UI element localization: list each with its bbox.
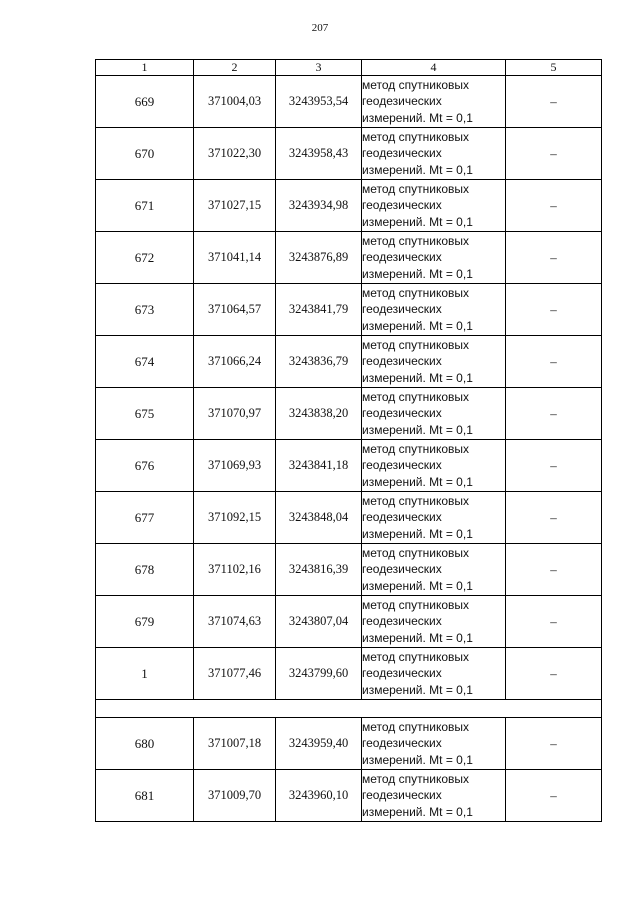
method-cell (362, 180, 506, 232)
method-line: метод спутниковых (362, 129, 470, 144)
x-coordinate-cell: 371041,14 (194, 232, 276, 284)
note-cell: – (506, 718, 602, 770)
x-coordinate-cell: 371069,93 (194, 440, 276, 492)
note-cell: – (506, 284, 602, 336)
x-coordinate-cell: 371070,97 (194, 388, 276, 440)
separator-row (96, 700, 602, 718)
y-coordinate-cell: 3243816,39 (276, 544, 362, 596)
point-number-cell: 671 (96, 180, 194, 232)
note-cell: – (506, 492, 602, 544)
method-line: геодезических (362, 562, 442, 577)
x-coordinate-cell: 371077,46 (194, 648, 276, 700)
method-line: геодезических (362, 94, 442, 109)
method-line: измерений. Mt = 0,1 (362, 370, 473, 385)
point-number-cell: 681 (96, 770, 194, 822)
x-coordinate-cell: 371066,24 (194, 336, 276, 388)
note-cell: – (506, 388, 602, 440)
page-number: 207 (311, 22, 329, 34)
method-line: измерений. Mt = 0,1 (362, 474, 473, 489)
note-cell: – (506, 648, 602, 700)
method-line: геодезических (362, 614, 442, 629)
x-coordinate-cell: 371009,70 (194, 770, 276, 822)
table-row (96, 440, 602, 492)
note-cell: – (506, 770, 602, 822)
method-line: измерений. Mt = 0,1 (362, 162, 473, 177)
column-header-5: 5 (506, 60, 602, 76)
point-number-cell: 1 (96, 648, 194, 700)
point-number-cell: 675 (96, 388, 194, 440)
method-line: измерений. Mt = 0,1 (362, 752, 473, 767)
method-line: геодезических (362, 736, 442, 751)
table-row (96, 76, 602, 128)
method-line: измерений. Mt = 0,1 (362, 526, 473, 541)
point-number-cell: 678 (96, 544, 194, 596)
y-coordinate-cell: 3243934,98 (276, 180, 362, 232)
y-coordinate-cell: 3243799,60 (276, 648, 362, 700)
method-line: метод спутниковых (362, 771, 470, 786)
note-cell: – (506, 596, 602, 648)
method-line: метод спутниковых (362, 337, 470, 352)
y-coordinate-cell: 3243841,79 (276, 284, 362, 336)
y-coordinate-cell: 3243807,04 (276, 596, 362, 648)
point-number-cell: 676 (96, 440, 194, 492)
method-cell (362, 232, 506, 284)
method-line: метод спутниковых (362, 719, 470, 734)
point-number-cell: 679 (96, 596, 194, 648)
column-header-1: 1 (96, 60, 194, 76)
coordinates-table (95, 59, 602, 822)
x-coordinate-cell: 371027,15 (194, 180, 276, 232)
point-number-cell: 669 (96, 76, 194, 128)
point-number-cell: 674 (96, 336, 194, 388)
table-row (96, 388, 602, 440)
method-line: геодезических (362, 146, 442, 161)
method-line: измерений. Mt = 0,1 (362, 804, 473, 819)
method-line: геодезических (362, 250, 442, 265)
y-coordinate-cell: 3243953,54 (276, 76, 362, 128)
method-cell (362, 770, 506, 822)
method-line: метод спутниковых (362, 233, 470, 248)
x-coordinate-cell: 371092,15 (194, 492, 276, 544)
y-coordinate-cell: 3243959,40 (276, 718, 362, 770)
method-line: метод спутниковых (362, 441, 470, 456)
x-coordinate-cell: 371102,16 (194, 544, 276, 596)
y-coordinate-cell: 3243848,04 (276, 492, 362, 544)
table-body (96, 76, 602, 822)
point-number-cell: 672 (96, 232, 194, 284)
method-cell (362, 336, 506, 388)
method-cell (362, 388, 506, 440)
note-cell: – (506, 232, 602, 284)
table-row (96, 492, 602, 544)
method-line: геодезических (362, 510, 442, 525)
method-line: измерений. Mt = 0,1 (362, 682, 473, 697)
x-coordinate-cell: 371007,18 (194, 718, 276, 770)
method-line: геодезических (362, 788, 442, 803)
x-coordinate-cell: 371022,30 (194, 128, 276, 180)
method-line: геодезических (362, 354, 442, 369)
method-line: метод спутниковых (362, 597, 470, 612)
table-row (96, 544, 602, 596)
method-cell (362, 440, 506, 492)
x-coordinate-cell: 371004,03 (194, 76, 276, 128)
y-coordinate-cell: 3243836,79 (276, 336, 362, 388)
point-number-cell: 670 (96, 128, 194, 180)
table-row (96, 232, 602, 284)
method-line: измерений. Mt = 0,1 (362, 630, 473, 645)
method-line: геодезических (362, 198, 442, 213)
table-row (96, 180, 602, 232)
method-line: измерений. Mt = 0,1 (362, 422, 473, 437)
method-line: метод спутниковых (362, 389, 470, 404)
method-cell (362, 596, 506, 648)
note-cell: – (506, 180, 602, 232)
method-line: метод спутниковых (362, 77, 470, 92)
method-line: геодезических (362, 458, 442, 473)
table-row (96, 128, 602, 180)
y-coordinate-cell: 3243960,10 (276, 770, 362, 822)
y-coordinate-cell: 3243876,89 (276, 232, 362, 284)
point-number-cell: 677 (96, 492, 194, 544)
method-line: геодезических (362, 666, 442, 681)
column-header-2: 2 (194, 60, 276, 76)
method-cell (362, 76, 506, 128)
method-line: метод спутниковых (362, 545, 470, 560)
method-cell (362, 648, 506, 700)
table-row (96, 336, 602, 388)
table-row (96, 648, 602, 700)
point-number-cell: 673 (96, 284, 194, 336)
method-line: метод спутниковых (362, 285, 470, 300)
method-cell (362, 284, 506, 336)
method-cell (362, 718, 506, 770)
method-line: метод спутниковых (362, 181, 470, 196)
y-coordinate-cell: 3243838,20 (276, 388, 362, 440)
separator-cell (96, 700, 602, 718)
method-line: метод спутниковых (362, 493, 470, 508)
note-cell: – (506, 440, 602, 492)
method-line: измерений. Mt = 0,1 (362, 266, 473, 281)
method-line: измерений. Mt = 0,1 (362, 578, 473, 593)
x-coordinate-cell: 371074,63 (194, 596, 276, 648)
y-coordinate-cell: 3243958,43 (276, 128, 362, 180)
method-cell (362, 492, 506, 544)
note-cell: – (506, 336, 602, 388)
note-cell: – (506, 128, 602, 180)
method-line: измерений. Mt = 0,1 (362, 214, 473, 229)
note-cell: – (506, 76, 602, 128)
table-row (96, 718, 602, 770)
method-line: метод спутниковых (362, 649, 470, 664)
table-row (96, 770, 602, 822)
method-line: геодезических (362, 302, 442, 317)
table-row (96, 284, 602, 336)
method-cell (362, 128, 506, 180)
table-row (96, 596, 602, 648)
column-header-3: 3 (276, 60, 362, 76)
method-line: измерений. Mt = 0,1 (362, 318, 473, 333)
method-cell (362, 544, 506, 596)
note-cell: – (506, 544, 602, 596)
method-line: геодезических (362, 406, 442, 421)
x-coordinate-cell: 371064,57 (194, 284, 276, 336)
y-coordinate-cell: 3243841,18 (276, 440, 362, 492)
point-number-cell: 680 (96, 718, 194, 770)
method-line: измерений. Mt = 0,1 (362, 110, 473, 125)
column-header-4: 4 (362, 60, 506, 76)
header-row (96, 60, 602, 76)
